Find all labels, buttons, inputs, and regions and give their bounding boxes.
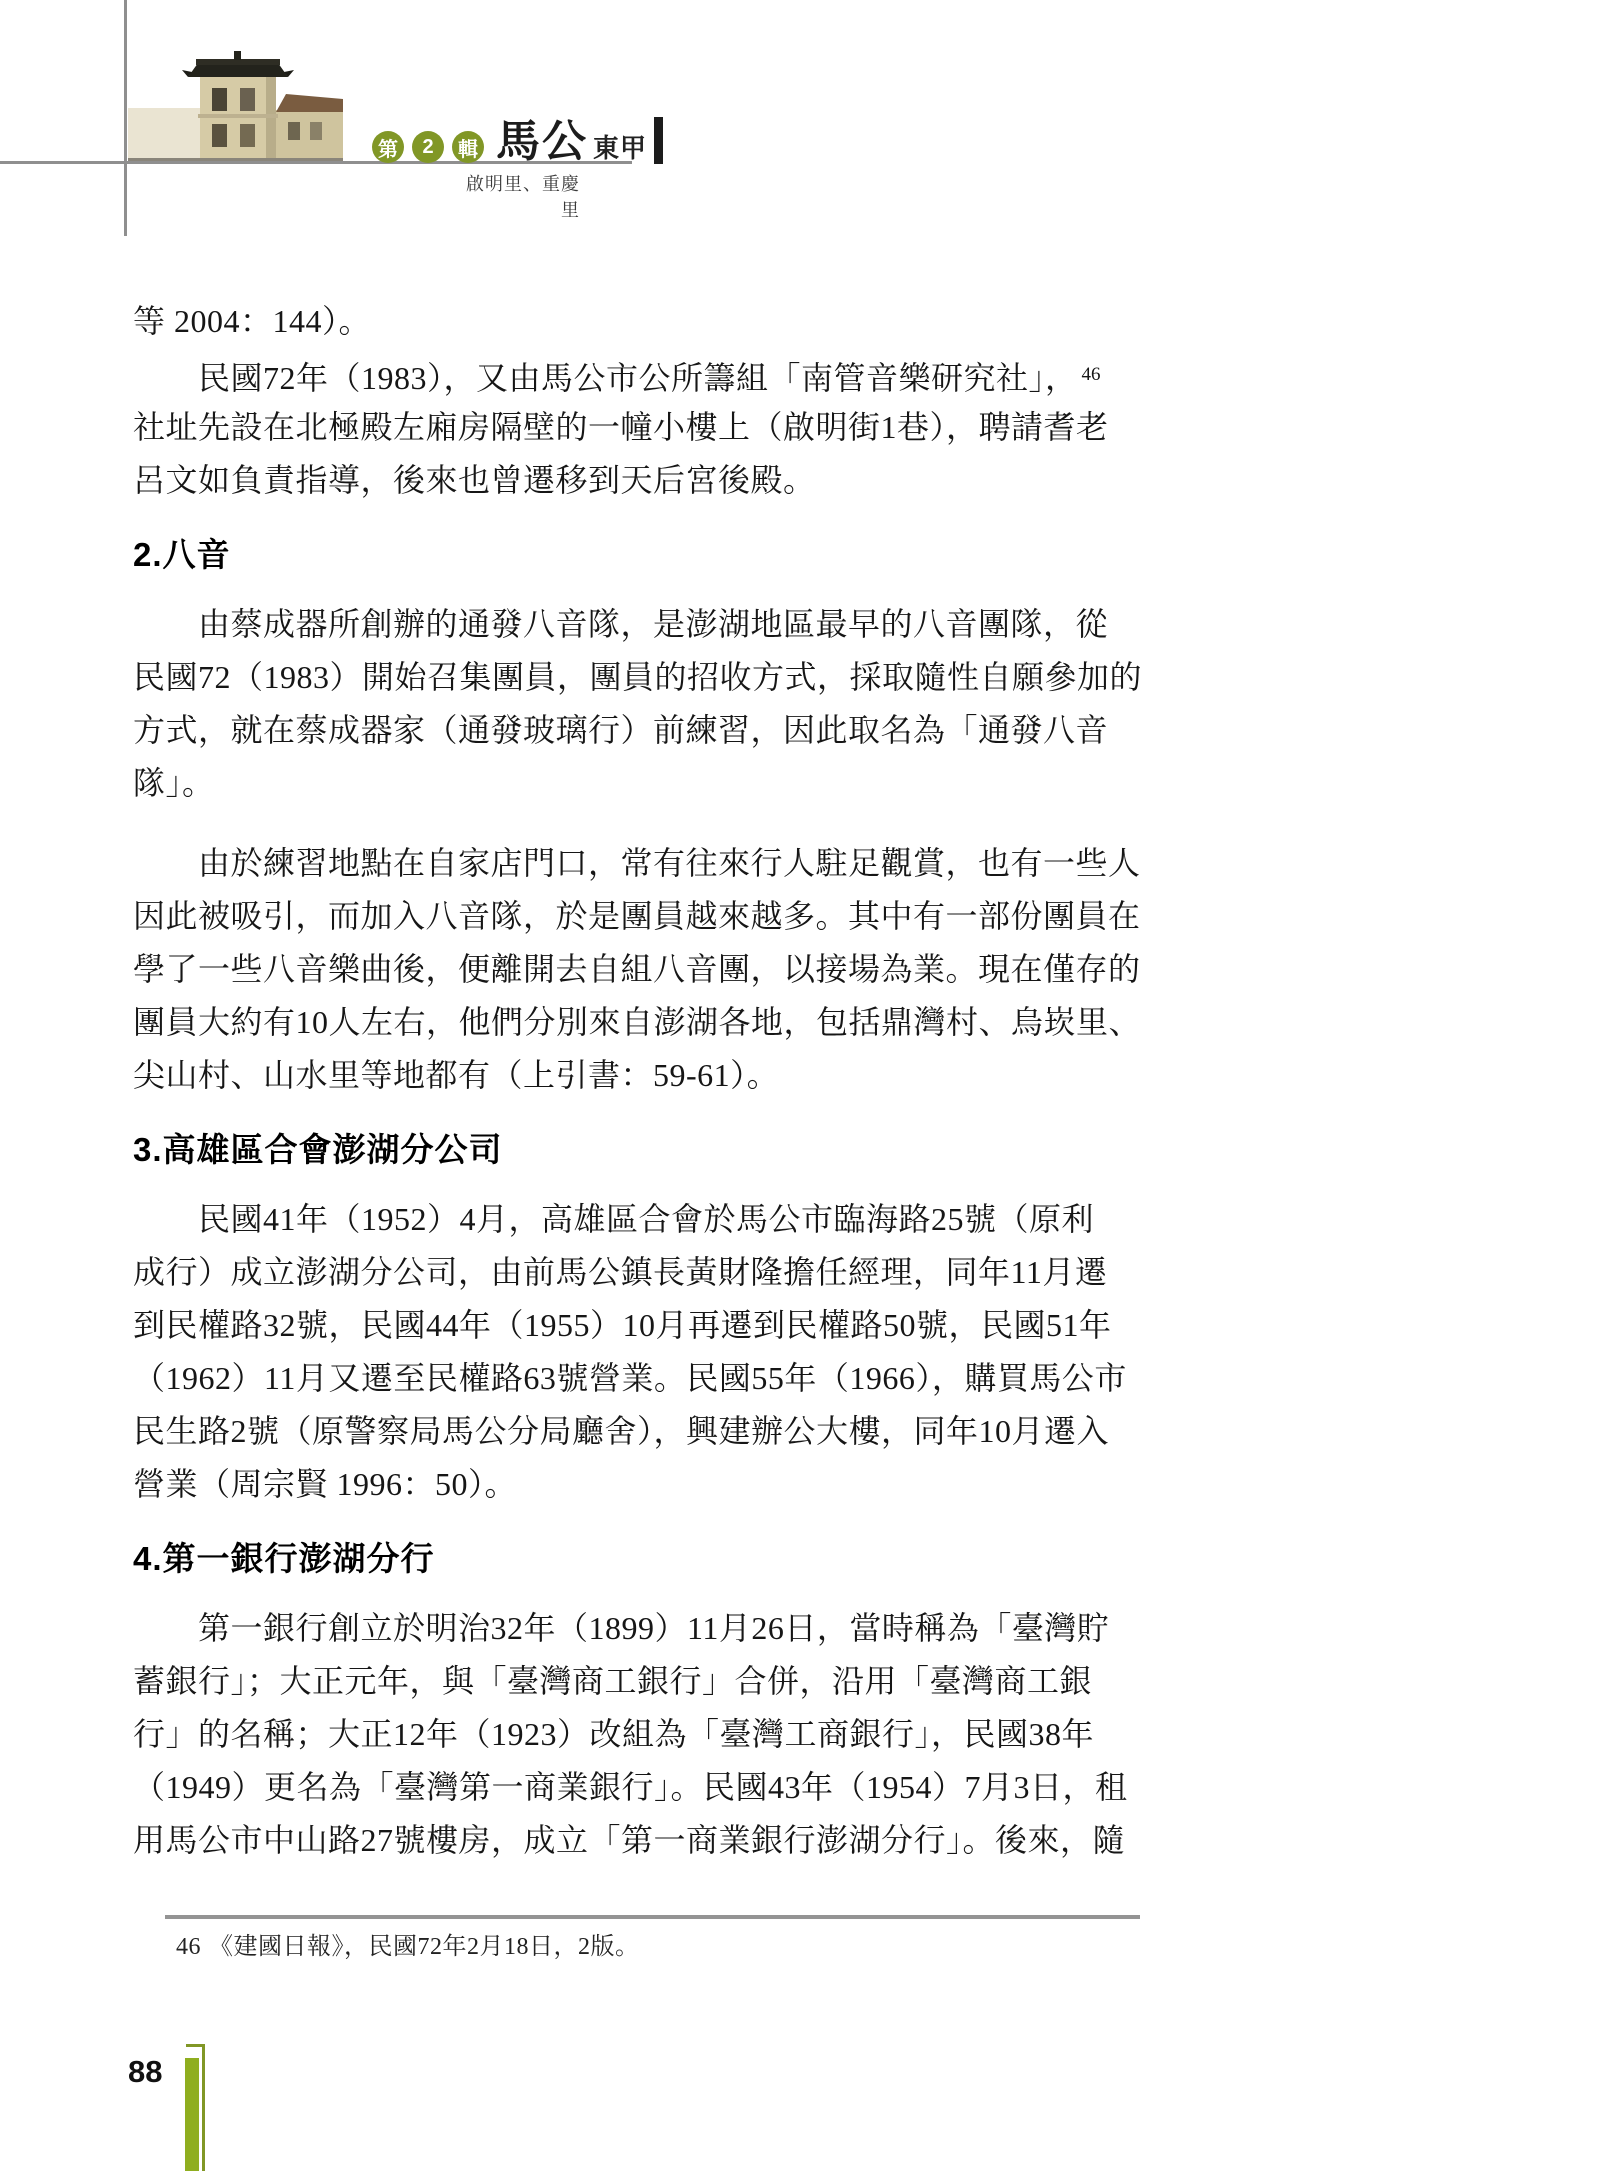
paragraph (133, 598, 1143, 810)
body-line: 方式，就在蔡成器家（通發玻璃行）前練習，因此取名為「通發八音 (133, 712, 1109, 748)
body-line: 民國41年（1952）4月，高雄區合會於馬公市臨海路25號（原利 (198, 1201, 1095, 1237)
paragraph (133, 1193, 1127, 1511)
body-line: 尖山村、山水里等地都有（上引書：59-61）。 (133, 1057, 780, 1093)
body-line: （1962）11月又遷至民權路63號營業。民國55年（1966），購買馬公市 (133, 1360, 1127, 1396)
section-heading: 3.高雄區合會澎湖分公司 (133, 1131, 503, 1168)
body-line: 由蔡成器所創辦的通發八音隊，是澎湖地區最早的八音團隊，從 (198, 606, 1109, 642)
body-content (133, 295, 1143, 1867)
body-line: 營業（周宗賢 1996：50）。 (133, 1466, 518, 1502)
page-number: 88 (128, 2054, 163, 2089)
body-line: 因此被吸引，而加入八音隊，於是團員越來越多。其中有一部份團員在 (133, 898, 1141, 934)
body-line: 隊」。 (133, 765, 215, 801)
section-heading: 4.第一銀行澎湖分行 (133, 1540, 435, 1577)
body-line: 行」的名稱；大正12年（1923）改組為「臺灣工商銀行」，民國38年 (133, 1716, 1095, 1752)
body-line: 第一銀行創立於明治32年（1899）11月26日，當時稱為「臺灣貯 (198, 1610, 1110, 1646)
body-line: 呂文如負責指導，後來也曾遷移到天后宮後殿。 (133, 462, 816, 498)
body-line: 成行）成立澎湖分公司，由前馬公鎮長黃財隆擔任經理，同年11月遷 (133, 1254, 1108, 1290)
volume-badge-number: 2 (412, 131, 444, 163)
footer-accent-bar (185, 2058, 199, 2171)
footnote-divider-rule (165, 1915, 1140, 1919)
paragraph (133, 837, 1142, 1102)
volume-badges (372, 131, 484, 163)
header-title-band (372, 112, 663, 164)
body-line: 蓄銀行」；大正元年，與「臺灣商工銀行」合併，沿用「臺灣商工銀 (133, 1663, 1093, 1699)
paragraph (133, 1602, 1128, 1867)
body-line: （1949）更名為「臺灣第一商業銀行」。民國43年（1954）7月3日，租 (133, 1769, 1128, 1805)
book-title-suffix: 東甲 (593, 134, 648, 163)
building-photo-illustration (128, 50, 346, 163)
body-line: 團員大約有10人左右，他們分別來自澎湖各地，包括鼎灣村、烏崁里、 (133, 1004, 1142, 1040)
chapter-subtitle: 啟明里、重慶里 (466, 174, 580, 220)
body-line: 由於練習地點在自家店門口，常有往來行人駐足觀賞，也有一些人 (198, 845, 1141, 881)
body-line: 民國72年（1983），又由馬公市公所籌組「南管音樂研究社」， $^{46}$ (198, 360, 1101, 396)
footnote (176, 1926, 640, 1961)
building-photo (128, 50, 346, 163)
left-margin-rule (124, 0, 127, 236)
footer-corner-mark-vertical (202, 2044, 205, 2171)
volume-badge-prefix: 第 (372, 131, 404, 163)
paragraph (133, 348, 1109, 507)
book-title: 馬公 (496, 117, 588, 166)
body-line: 到民權路32號，民國44年（1955）10月再遷到民權路50號，民國51年 (133, 1307, 1112, 1343)
footnote-reference: 46 (1081, 364, 1101, 385)
body-line: 民國72（1983）開始召集團員，團員的招收方式，採取隨性自願參加的 (133, 659, 1143, 695)
title-end-bar (654, 117, 663, 164)
paragraph (133, 295, 1048, 348)
footnote-text: 《建國日報》，民國72年2月18日，2版。 (209, 1934, 640, 1960)
body-line: 社址先設在北極殿左廂房隔壁的一幢小樓上（啟明街1巷），聘請耆老 (133, 409, 1109, 445)
body-line: 學了一些八音樂曲後，便離開去自組八音團，以接場為業。現在僅存的 (133, 951, 1141, 987)
body-line: 用馬公市中山路27號樓房，成立「第一商業銀行澎湖分行」。後來，隨 (133, 1822, 1126, 1858)
section-heading: 2.八音 (133, 536, 231, 573)
body-line: 民生路2號（原警察局馬公分局廳舍），興建辦公大樓，同年10月遷入 (133, 1413, 1110, 1449)
footnote-marker: 46 (176, 1934, 201, 1960)
body-line: 等 2004：144）。 (133, 303, 372, 339)
volume-badge-suffix: 輯 (452, 131, 484, 163)
